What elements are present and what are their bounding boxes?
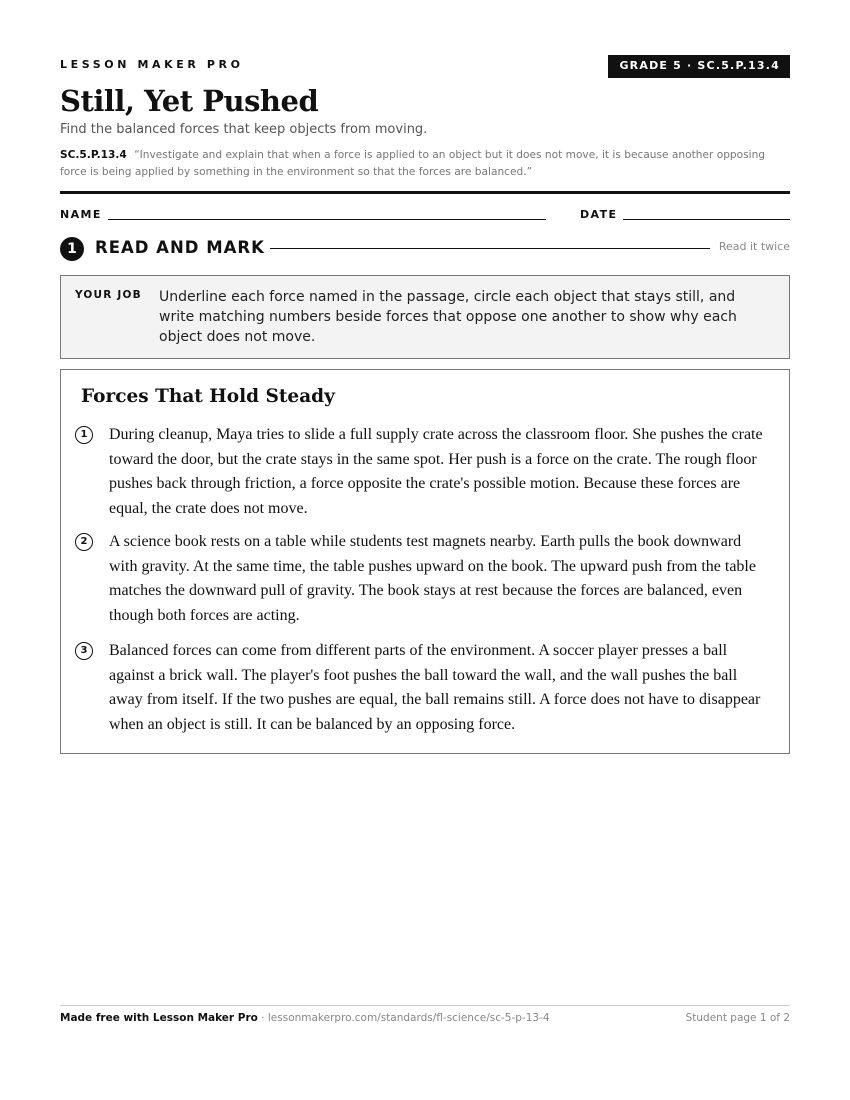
date-field-line[interactable] — [623, 219, 790, 220]
footer-divider — [60, 1005, 790, 1006]
page-title: Still, Yet Pushed — [60, 84, 319, 118]
job-text: Underline each force named in the passage, circle each object that stays still, and write matching numbers beside forces that oppose one another to show why each object does not move. — [159, 289, 737, 345]
job-instructions-box — [60, 275, 790, 359]
section-note: Read it twice — [718, 240, 790, 253]
paragraph-number-icon: 1 — [75, 426, 93, 444]
paragraph-text: During cleanup, Maya tries to slide a full supply crate across the classroom floor. She pushes the crate toward the door, but the crate stays in the same spot. Her push is a force on the crate. The rough floor pushes back through friction, a force opposite the crate's possible motion. Because these forces are equal, the crate does not move. — [109, 426, 763, 517]
name-field-line[interactable] — [108, 219, 546, 220]
section-rule — [270, 248, 710, 249]
job-label: YOUR JOB — [75, 289, 142, 301]
footer-credit — [60, 1012, 550, 1024]
date-label: DATE — [580, 208, 618, 221]
paragraph-text: A science book rests on a table while students test magnets nearby. Earth pulls the book downward with gravity. At the same time, the table pushes upward on the book. The upward push from the table matches the downward pull of gravity. The book stays at rest because the forces are balanced, even though both forces are acting. — [109, 533, 756, 624]
passage-box — [60, 369, 790, 754]
standard-statement — [60, 147, 790, 181]
grade-badge: GRADE 5 · SC.5.P.13.4 — [608, 55, 790, 78]
footer-url[interactable]: · lessonmakerpro.com/standards/fl-science/sc-5-p-13-4 — [257, 1012, 550, 1024]
paragraph-number-icon: 2 — [75, 533, 93, 551]
standard-code: SC.5.P.13.4 — [60, 149, 127, 161]
passage-title: Forces That Hold Steady — [81, 386, 335, 407]
header-divider — [60, 191, 790, 194]
paragraph-number-icon: 3 — [75, 642, 93, 660]
footer-page-number: Student page 1 of 2 — [685, 1012, 790, 1024]
section-title: READ AND MARK — [95, 238, 265, 257]
section-number-badge: 1 — [60, 237, 84, 261]
paragraph-text: Balanced forces can come from different parts of the environment. A soccer player presses a ball against a brick wall. The player's foot pushes the ball toward the wall, and the wall pushes the ball away from itself. If the two pushes are equal, the ball remains still. A force does not have to disappear when an object is still. It can be balanced by an opposing force. — [109, 642, 761, 733]
footer-made-with: Made free with Lesson Maker Pro — [60, 1012, 258, 1024]
page-subtitle: Find the balanced forces that keep objects from moving. — [60, 122, 428, 137]
standard-text: “Investigate and explain that when a force is applied to an object but it does not move, it is because another opposing force is being applied by something in the environment so that the forces are balanced.” — [60, 149, 766, 178]
name-label: NAME — [60, 208, 102, 221]
brand-name: LESSON MAKER PRO — [60, 58, 244, 71]
